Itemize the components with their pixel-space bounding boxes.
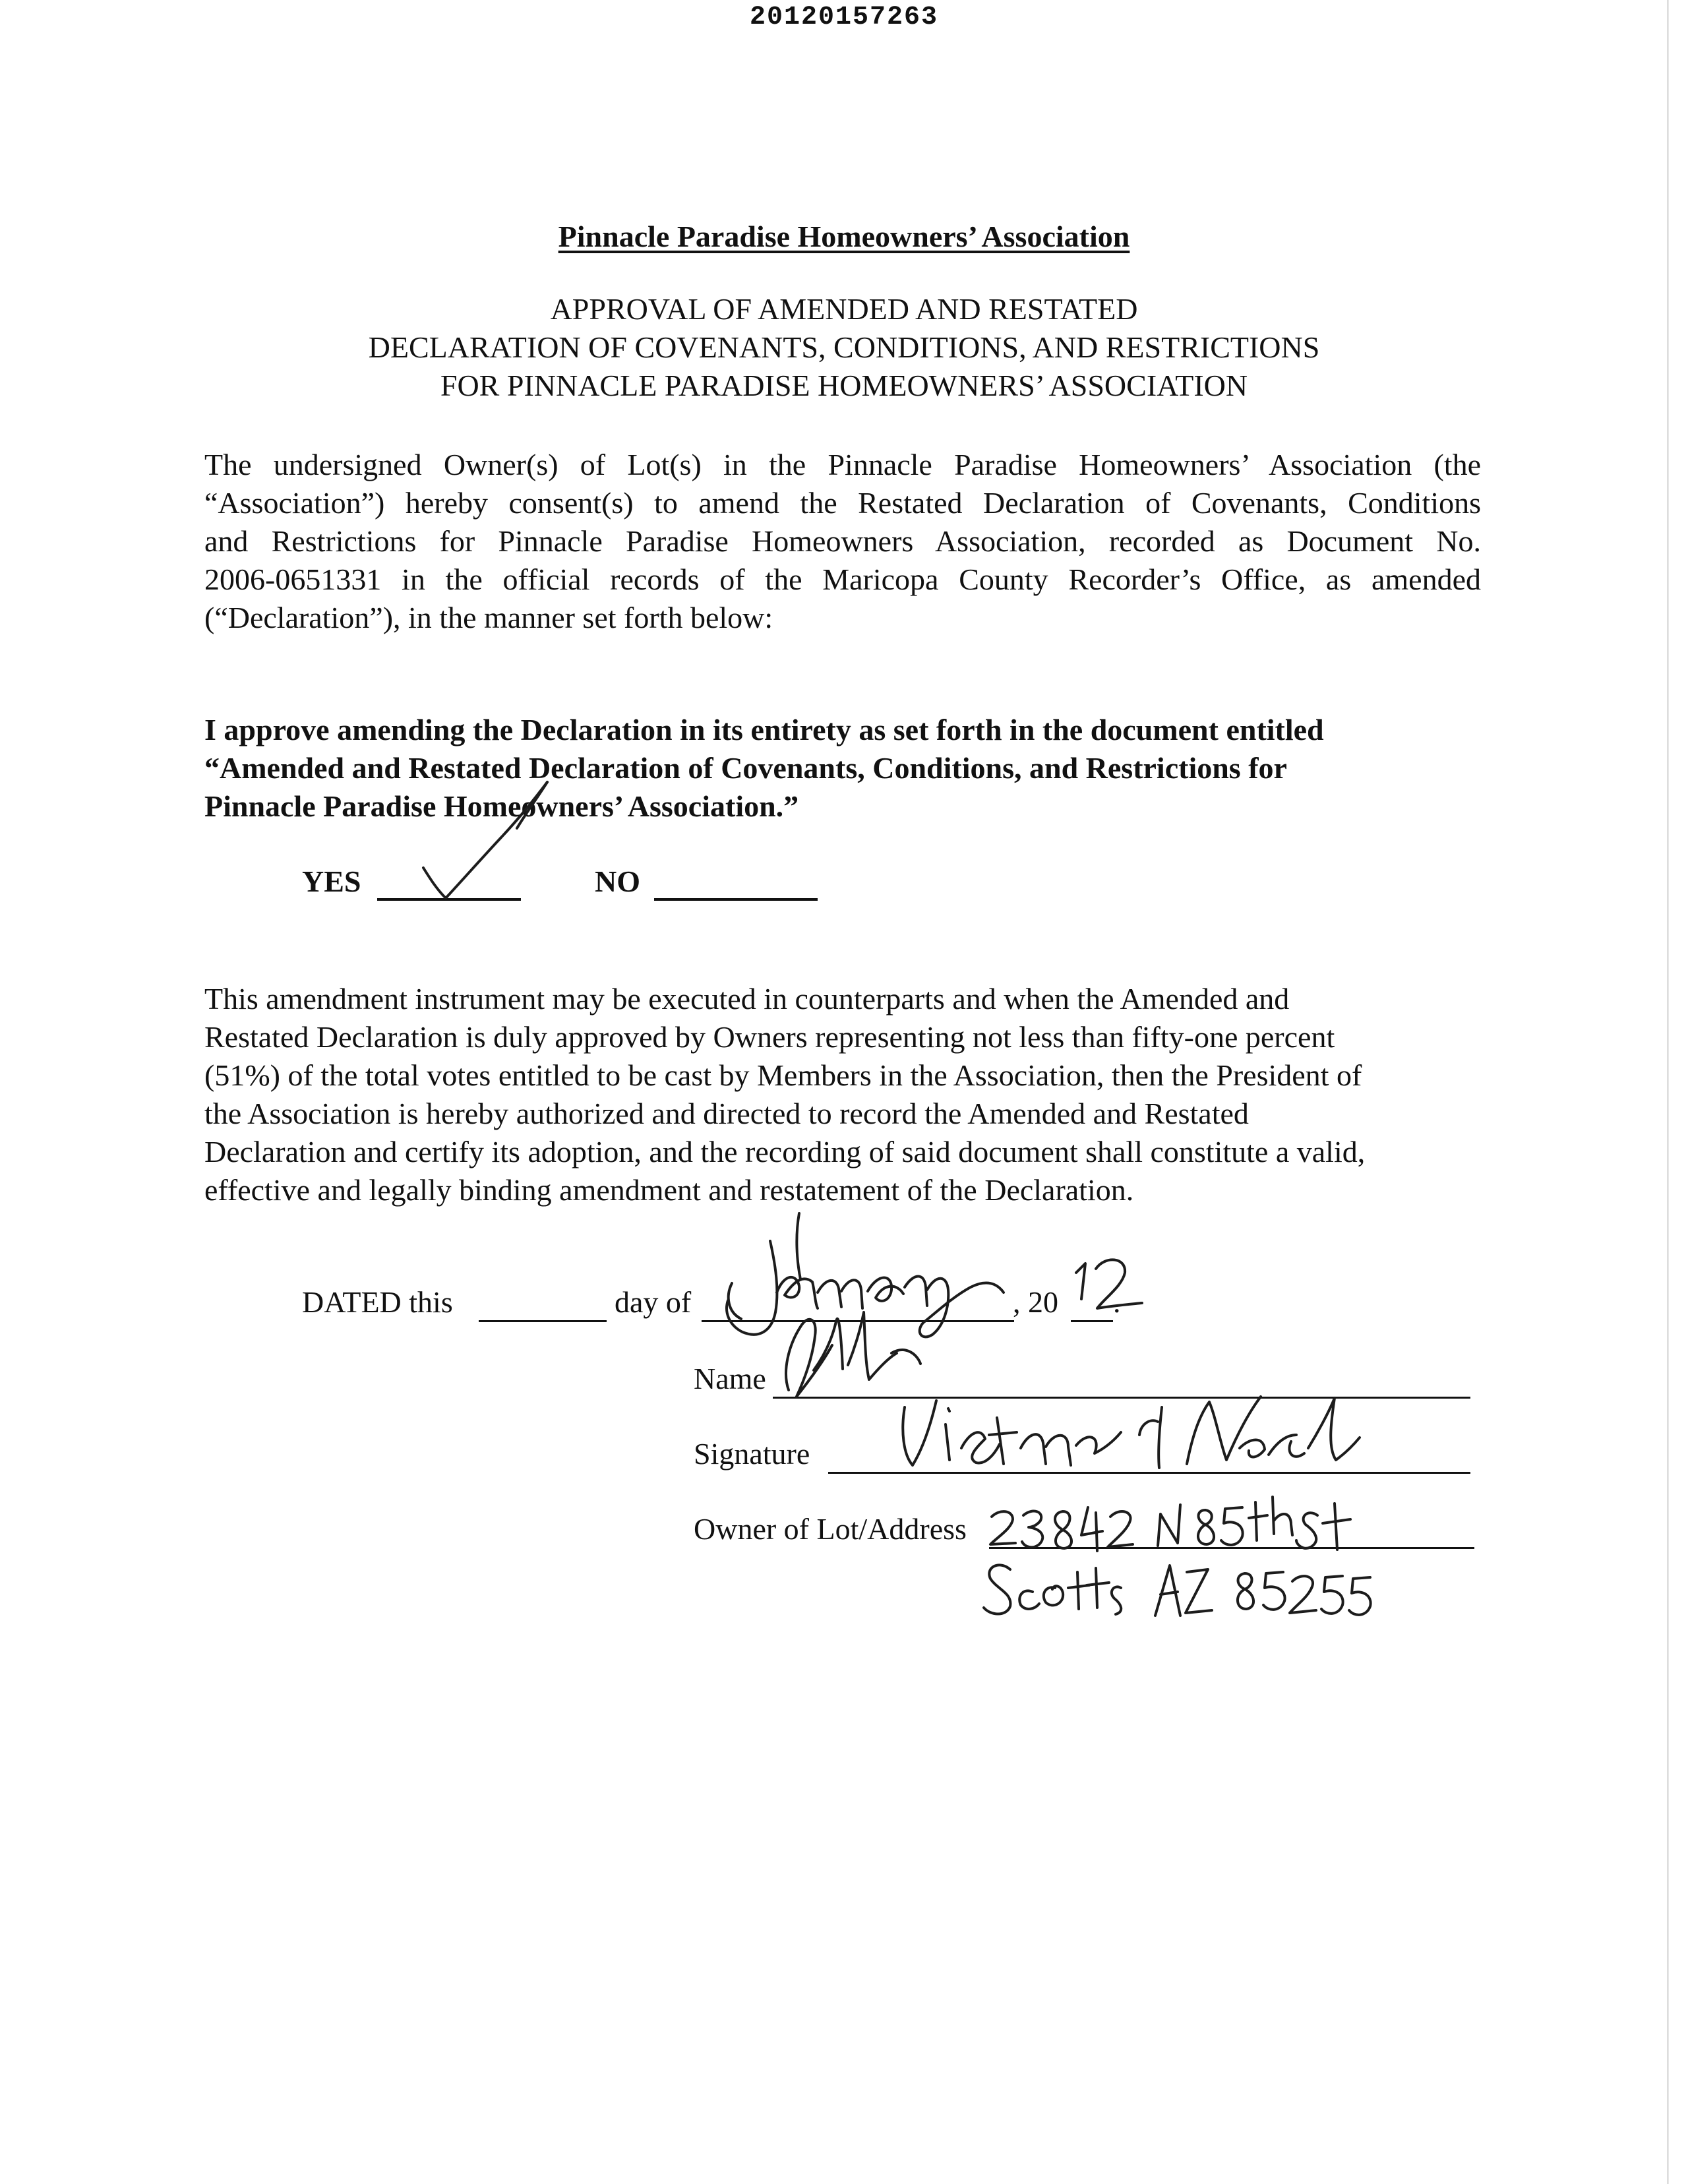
intro-line: (“Declaration”), in the manner set forth below: (204, 601, 773, 634)
approval-statement (204, 711, 1481, 826)
year-prefix: , 20 (1013, 1285, 1058, 1319)
year-blank[interactable] (1071, 1320, 1113, 1322)
no-label: NO (595, 864, 640, 898)
signature-label: Signature (694, 1437, 810, 1471)
yes-label: YES (302, 864, 361, 898)
counterparts-line: This amendment instrument may be executed in counterparts and when the Amended and (204, 982, 1290, 1016)
counterparts-line: the Association is hereby authorized and directed to record the Amended and Restated (204, 1097, 1249, 1130)
counterparts-paragraph (204, 980, 1481, 1209)
counterparts-line: Restated Declaration is duly approved by Owners representing not less than fifty-one percent (204, 1020, 1335, 1054)
approval-title-line: APPROVAL OF AMENDED AND RESTATED (550, 292, 1138, 326)
no-blank[interactable] (654, 898, 818, 901)
handwritten-name (786, 1312, 920, 1397)
handwritten-address-line-2 (984, 1565, 1371, 1616)
year-suffix: . (1113, 1285, 1121, 1319)
intro-line: and Restrictions for Pinnacle Paradise Homeowners Association, recorded as Document No. (204, 524, 1481, 558)
day-of-label: day of (615, 1285, 692, 1319)
yes-blank[interactable] (377, 898, 521, 901)
counterparts-line: Declaration and certify its adoption, and the recording of said document shall constitute a valid, (204, 1135, 1366, 1168)
intro-paragraph (204, 446, 1481, 637)
handwritten-month (727, 1213, 1004, 1337)
signature-blank[interactable] (828, 1472, 1470, 1474)
approval-statement-line: Pinnacle Paradise Homeowners’ Association.” (204, 789, 799, 823)
name-blank[interactable] (773, 1397, 1470, 1399)
counterparts-line: (51%) of the total votes entitled to be cast by Members in the Association, then the President of (204, 1058, 1362, 1092)
intro-line: The undersigned Owner(s) of Lot(s) in the Pinnacle Paradise Homeowners’ Association (the (204, 448, 1481, 481)
dated-label: DATED this (302, 1285, 453, 1319)
approval-statement-line: I approve amending the Declaration in its entirety as set forth in the document entitled (204, 713, 1324, 746)
intro-line: 2006-0651331 in the official records of the Maricopa County Recorder’s Office, as amended (204, 562, 1481, 596)
address-label: Owner of Lot/Address (694, 1512, 967, 1546)
approval-title-line: DECLARATION OF COVENANTS, CONDITIONS, AND RESTRICTIONS (368, 330, 1320, 364)
recording-number: 20120157263 (749, 3, 939, 32)
handwritten-address-line-1 (990, 1497, 1350, 1551)
handwritten-year (1076, 1259, 1142, 1308)
month-blank[interactable] (702, 1320, 1014, 1322)
association-title: Pinnacle Paradise Homeowners’ Association (558, 220, 1130, 253)
dated-day-blank[interactable] (479, 1320, 607, 1322)
counterparts-line: effective and legally binding amendment and restatement of the Declaration. (204, 1173, 1134, 1207)
approval-statement-line: “Amended and Restated Declaration of Covenants, Conditions, and Restrictions for (204, 751, 1287, 785)
intro-line: “Association”) hereby consent(s) to amend the Restated Declaration of Covenants, Conditions (204, 486, 1481, 520)
handwritten-signature (903, 1397, 1360, 1468)
name-label: Name (694, 1362, 766, 1395)
approval-title-line: FOR PINNACLE PARADISE HOMEOWNERS’ ASSOCIATION (440, 369, 1248, 402)
approval-title (0, 290, 1688, 405)
address-blank[interactable] (989, 1547, 1474, 1549)
